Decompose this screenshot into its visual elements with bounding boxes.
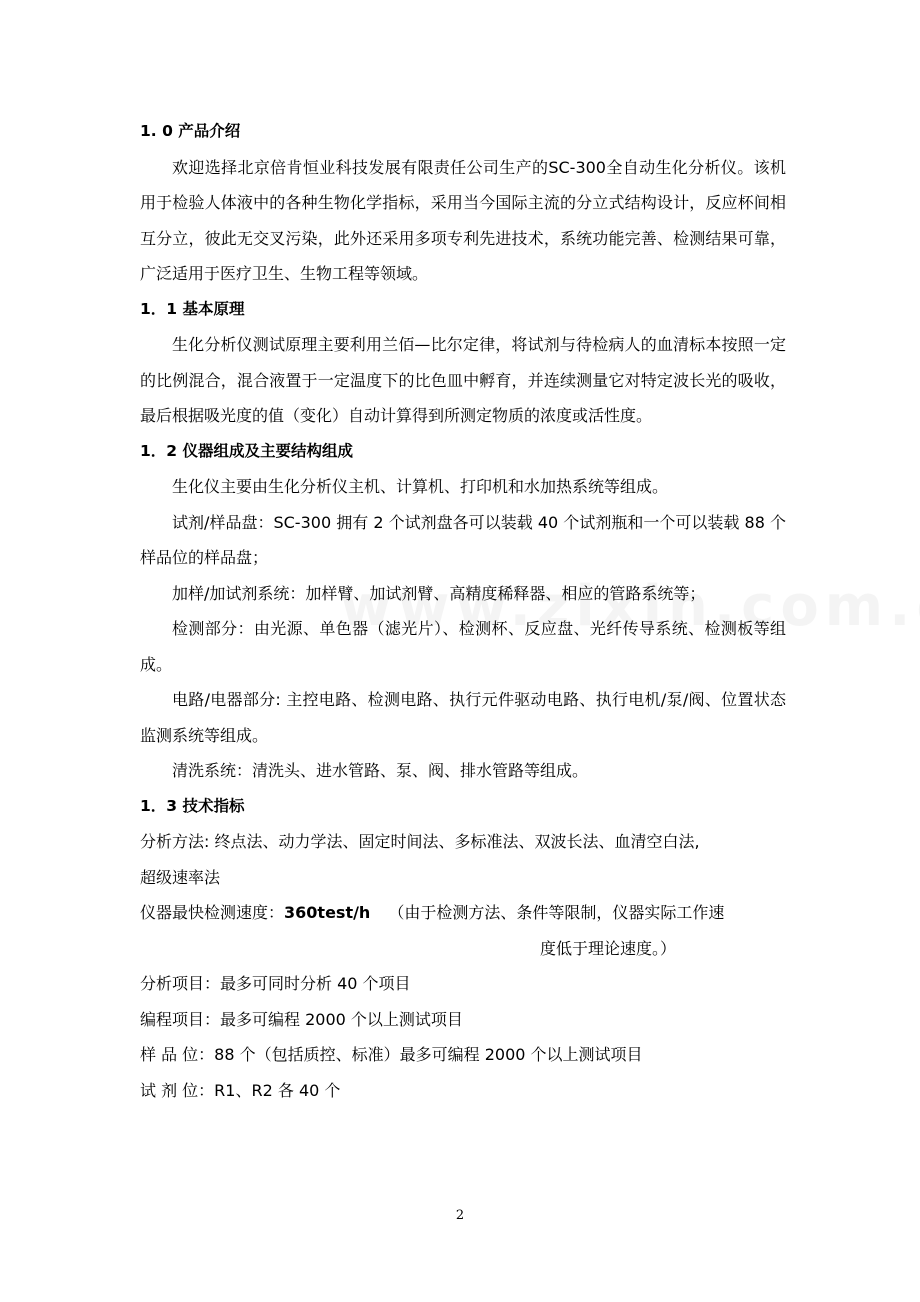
spec-analysis-method: 分析方法: 终点法、动力学法、固定时间法、多标准法、双波长法、血清空白法,	[140, 832, 700, 851]
paragraph-circuit-part: 电路/电器部分: 主控电路、检测电路、执行元件驱动电路、执行电机/泵/阀、位置状态监测系统等组成。	[140, 690, 786, 745]
paragraph-reagent-sample-tray: 试剂/样品盘：SC-300 拥有 2 个试剂盘各可以装载 40 个试剂瓶和一个可以装载 88 个样品位的样品盘；	[140, 512, 786, 567]
spec-programming-items: 编程项目：最多可编程 2000 个以上测试项目	[140, 1009, 463, 1029]
spec-reagent-positions: 试 剂 位：R1、R2 各 40 个	[140, 1080, 341, 1100]
spec-max-speed-note: （由于检测方法、条件等限制，仪器实际工作速	[388, 903, 725, 922]
paragraph-basic-principle: 生化分析仪测试原理主要利用兰佰—比尔定律，将试剂与待检病人的血清标本按照一定的比例混合，混合液置于一定温度下的比色皿中孵育，并连续测量它对特定波长光的吸收，最后根据吸光度的值（变化）自动计算得到所测定物质的浓度或活性度。	[140, 335, 786, 425]
section-heading-1-1: 1．1 基本原理	[140, 299, 245, 318]
spec-max-speed-value: 360test/h	[284, 903, 371, 922]
spec-sample-positions: 样 品 位：88 个（包括质控、标准）最多可编程 2000 个以上测试项目	[140, 1045, 643, 1064]
section-heading-1-3: 1．3 技术指标	[140, 796, 245, 815]
spec-max-speed-note-cont: 度低于理论速度。）	[539, 938, 676, 958]
paragraph-product-intro: 欢迎选择北京倍肯恒业科技发展有限责任公司生产的SC-300全自动生化分析仪。该机用于检验人体液中的各种生物化学指标，采用当今国际主流的分立式结构设计，反应杯间相互分立，彼此无交叉污染，此外还采用多项专利先进技术，系统功能完善、检测结果可靠，广泛适用于医疗卫生、生物工程等领域。	[140, 157, 786, 283]
paragraph-composition: 生化仪主要由生化分析仪主机、计算机、打印机和水加热系统等组成。	[172, 477, 669, 496]
section-heading-1-0: 1. 0 产品介绍	[140, 122, 241, 140]
section-heading-1-2: 1．2 仪器组成及主要结构组成	[140, 441, 353, 460]
spec-analysis-method-cont: 超级速率法	[140, 867, 221, 887]
paragraph-sampling-system: 加样/加试剂系统：加样臂、加试剂臂、高精度稀释器、相应的管路系统等；	[172, 583, 706, 603]
paragraph-cleaning-system: 清洗系统：清洗头、进水管路、泵、阀、排水管路等组成。	[172, 761, 589, 780]
spec-analysis-items: 分析项目：最多可同时分析 40 个项目	[140, 974, 411, 993]
spec-max-speed	[140, 895, 786, 931]
paragraph-detection-part: 检测部分：由光源、单色器（滤光片）、检测杯、反应盘、光纤传导系统、检测板等组成。	[140, 619, 786, 674]
page-content	[140, 114, 786, 1108]
page-number: 2	[455, 1208, 465, 1223]
spec-max-speed-label: 仪器最快检测速度：	[140, 903, 285, 922]
